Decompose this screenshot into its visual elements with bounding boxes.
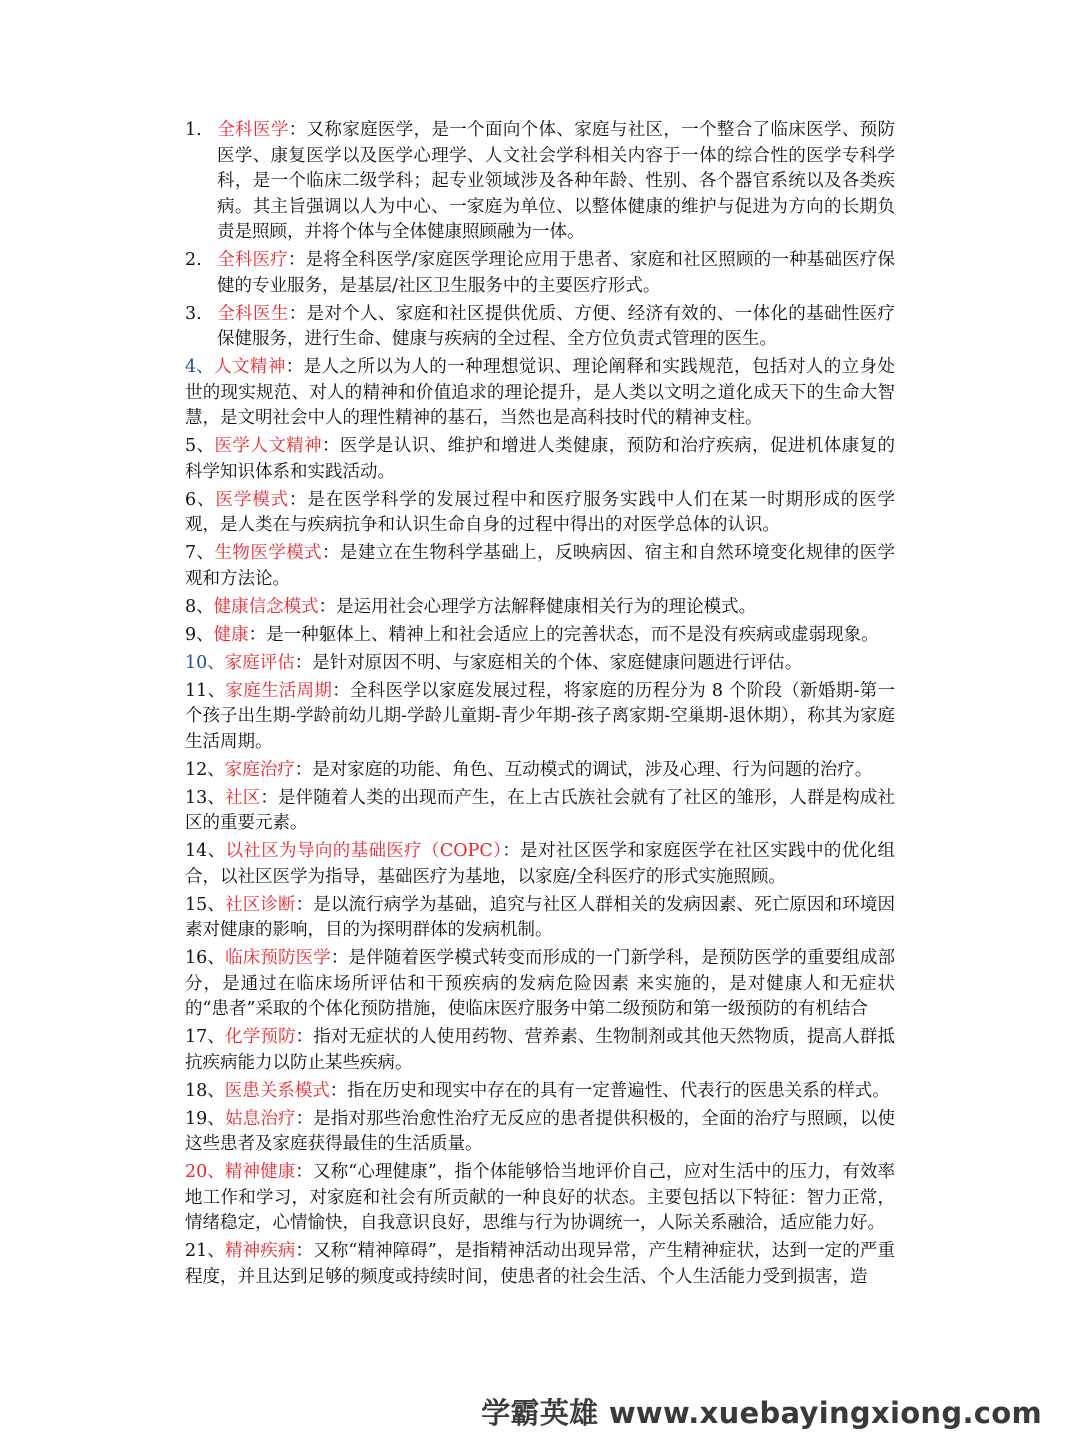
entry-term: 健康 [213, 624, 249, 645]
entry-definition: ：是对家庭的功能、角色、互动模式的调试，涉及心理、行为问题的治疗。 [294, 759, 873, 780]
entry-term: 社区诊断 [225, 894, 296, 915]
definition-entry-18 [185, 1079, 895, 1105]
entry-term: 健康信念模式 [213, 596, 319, 617]
entry-separator: 、 [207, 652, 225, 673]
entry-separator: 、 [207, 1080, 225, 1101]
entry-definition: ：是指对那些治愈性治疗无反应的患者提供积极的，全面的治疗与照顾，以使这些患者及家庭获得最佳的生活质量。 [185, 1108, 896, 1154]
entry-term: 全科医生 [217, 303, 289, 324]
entry-separator: 、 [207, 759, 225, 780]
definition-entry-13 [185, 786, 895, 837]
entry-separator: 、 [196, 436, 215, 456]
entry-number: 19 [185, 1108, 208, 1129]
entry-number: 8 [185, 596, 197, 617]
document-page [185, 118, 895, 1293]
entry-term: 人文精神 [213, 357, 286, 377]
entry-term: 医学人文精神 [214, 436, 323, 456]
definition-entry-21 [185, 1239, 895, 1290]
definition-entry-20 [185, 1160, 895, 1237]
entry-number: 10 [185, 652, 208, 673]
entry-term: 家庭治疗 [224, 759, 295, 780]
definition-entry-6 [185, 488, 895, 539]
entry-number: 5 [185, 436, 197, 456]
entry-definition: ：又称“心理健康”，指个体能够恰当地评价自己，应对生活中的压力，有效率地工作和学习，对家庭和社会有所贡献的一种良好的状态。主要包括以下特征：智力正常，情绪稳定，心情愉快，自我意识良好，思维与行为协调统一，人际关系融洽，适应能力好。 [185, 1162, 896, 1233]
entry-term: 临床预防医学 [225, 948, 331, 968]
entry-definition: ：是将全科医学/家庭医学理论应用于患者、家庭和社区照顾的一种基础医疗保健的专业服务，是基层/社区卫生服务中的主要医疗形式。 [217, 250, 895, 296]
entry-separator: 、 [196, 489, 216, 510]
definition-entry-14 [185, 839, 895, 890]
footer-brand: 学霸英雄 [481, 1396, 599, 1430]
entry-definition: ：是以流行病学为基础，追究与社区人群相关的发病因素、死亡原因和环境因素对健康的影响，目的为探明群体的发病机制。 [185, 894, 896, 940]
watermark-footer [481, 1391, 1042, 1432]
entry-separator: 、 [207, 1108, 226, 1129]
definition-entry-15 [185, 893, 895, 944]
definition-entry-17 [185, 1025, 895, 1076]
footer-url: www.xuebayingxiong.com [608, 1396, 1042, 1430]
entry-number: 17 [185, 1027, 208, 1047]
definition-entry-1 [185, 118, 895, 246]
entry-term: 姑息治疗 [225, 1108, 296, 1129]
entry-number: 13 [185, 787, 208, 808]
entry-term: 生物医学模式 [214, 543, 323, 563]
entry-separator: 、 [196, 624, 214, 645]
entry-definition: ：是人之所以为人的一种理想觉识、理论阐释和实践规范，包括对人的立身处世的现实规范、对人的精神和价值追求的理论提升，是人类以文明之道化成天下的生命大智慧，是文明社会中人的理性精神的基石，当然也是高科技时代的精神支柱。 [185, 357, 896, 428]
entry-number: 12 [185, 759, 208, 780]
entry-term: 全科医学 [217, 120, 289, 140]
entry-separator: 、 [207, 1241, 226, 1261]
entry-definition: ：医学是认识、维护和增进人类健康，预防和治疗疾病，促进机体康复的科学知识体系和实践活动。 [185, 436, 896, 482]
entry-term: 医患关系模式 [224, 1080, 330, 1101]
entry-separator: 、 [207, 1027, 226, 1047]
entry-definition: ：是针对原因不明、与家庭相关的个体、家庭健康问题进行评估。 [294, 652, 803, 673]
entry-term: 家庭评估 [224, 652, 295, 673]
entry-definition: ：又称家庭医学，是一个面向个体、家庭与社区，一个整合了临床医学、预防医学、康复医学以及医学心理学、人文社会学科相关内容于一体的综合性的医学专科学科，是一个临床二级学科；起专业领域涉及各种年龄、性别、各个器官系统以及各类疾病。其主旨强调以人为中心、一家庭为单位、以整体健康的维护与促进为方向的长期负责是照顾，并将个体与全体健康照顾融为一体。 [217, 120, 896, 242]
definition-entry-16 [185, 946, 895, 1023]
definition-entry-19 [185, 1107, 895, 1158]
definition-entry-11 [185, 679, 895, 756]
entry-term: 社区 [225, 787, 261, 808]
entry-number: 21 [185, 1241, 208, 1261]
entry-definition: ：指在历史和现实中存在的具有一定普遍性、代表行的医患关系的样式。 [329, 1080, 890, 1101]
entry-term: 全科医疗 [217, 250, 288, 270]
entry-number: 18 [185, 1080, 208, 1101]
entry-number: 7 [185, 543, 197, 563]
entry-definition: ：是对社区医学和家庭医学在社区实践中的优化组合，以社区医学为指导，基础医疗为基地，以家庭/全科医疗的形式实施照顾。 [185, 841, 896, 887]
entry-separator: 、 [196, 596, 214, 617]
entry-separator: 、 [207, 948, 226, 968]
entry-definition: ：是一种躯体上、精神上和社会适应上的完善状态，而不是没有疾病或虚弱现象。 [248, 624, 879, 645]
entry-separator: 、 [207, 894, 226, 915]
entry-term: 医学模式 [215, 489, 290, 510]
entry-separator: 、 [207, 680, 226, 701]
entry-separator: 、 [207, 841, 226, 861]
entry-definition: ：是在医学科学的发展过程中和医疗服务实践中人们在某一时期形成的医学观，是人类在与疾病抗争和认识生命自身的过程中得出的对医学总体的认识。 [185, 489, 896, 535]
entry-term: 精神健康 [224, 1162, 296, 1182]
entry-number: 4 [185, 357, 197, 377]
entry-separator: 、 [207, 787, 226, 808]
entry-definition: ：全科医学以家庭发展过程，将家庭的历程分为 8 个阶段（新婚期-第一个孩子出生期-学龄前幼儿期-学龄儿童期-青少年期-孩子离家期-空巢期-退休期），称其为家庭生活周期。 [185, 680, 896, 752]
entry-number: 3. [185, 303, 202, 324]
entry-definition: ：是伴随着人类的出现而产生，在上古氏族社会就有了社区的雏形，人群是构成社区的重要元素。 [185, 787, 896, 833]
entry-number: 15 [185, 894, 208, 915]
entry-term: 化学预防 [225, 1027, 296, 1047]
entry-separator: 、 [196, 357, 214, 377]
definition-entry-2 [185, 248, 895, 299]
definition-entry-9 [185, 623, 895, 649]
entry-separator: 、 [196, 543, 215, 563]
entry-number: 20 [185, 1162, 208, 1182]
entry-term: 家庭生活周期 [225, 680, 333, 701]
entry-number: 16 [185, 948, 208, 968]
entry-number: 11 [185, 680, 208, 701]
definition-entry-5 [185, 434, 895, 485]
entry-definition: ：指对无症状的人使用药物、营养素、生物制剂或其他天然物质，提高人群抵抗疾病能力以防止某些疾病。 [185, 1027, 896, 1073]
entry-term: 以社区为导向的基础医疗（COPC） [225, 841, 503, 861]
definition-entry-4 [185, 355, 895, 432]
entry-term: 精神疾病 [225, 1241, 296, 1261]
entry-definition: ：又称“精神障碍”，是指精神活动出现异常，产生精神症状，达到一定的严重程度，并且达到足够的频度或持续时间，使患者的社会生活、个人生活能力受到损害，造 [185, 1241, 896, 1287]
definition-entry-10 [185, 651, 895, 677]
definition-entry-7 [185, 541, 895, 592]
definition-entry-12 [185, 758, 895, 784]
entry-number: 6 [185, 489, 197, 510]
entry-number: 2. [185, 250, 202, 270]
entry-definition: ：是对个人、家庭和社区提供优质、方便、经济有效的、一体化的基础性医疗保健服务，进行生命、健康与疾病的全过程、全方位负责式管理的医生。 [217, 303, 896, 349]
entry-definition: ：是伴随着医学模式转变而形成的一门新学科，是预防医学的重要组成部分，是通过在临床场所评估和干预疾病的发病危险因素 来实施的，是对健康人和无症状的“患者”采取的个体化预防措施，使临床医疗服务中第二级预防和第一级预防的有机结合 [185, 948, 896, 1019]
definition-entry-8 [185, 595, 895, 621]
entry-number: 9 [185, 624, 197, 645]
entry-definition: ：是建立在生物科学基础上，反映病因、宿主和自然环境变化规律的医学观和方法论。 [185, 543, 896, 589]
entry-separator: 、 [207, 1162, 225, 1182]
definition-entry-3 [185, 302, 895, 353]
entry-definition: ：是运用社会心理学方法解释健康相关行为的理论模式。 [318, 596, 757, 617]
entry-number: 14 [185, 841, 208, 861]
entry-number: 1. [185, 120, 202, 140]
